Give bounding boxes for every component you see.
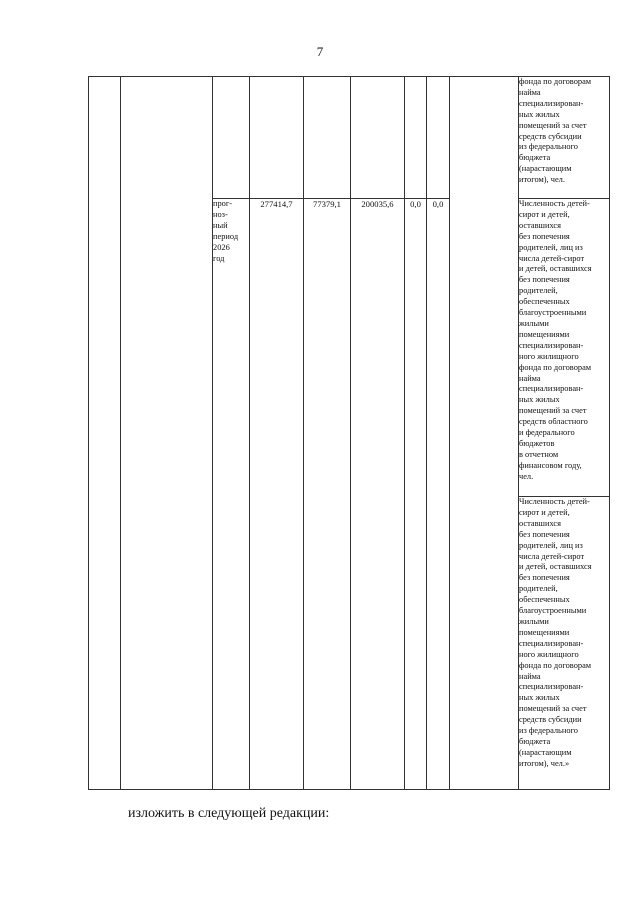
- total-value: 277414,7: [250, 199, 304, 790]
- local-value: 0,0: [405, 199, 427, 790]
- forecast-period-cell: прог- ноз- ный период 2026 год: [213, 199, 250, 790]
- regional-cell-top: [351, 77, 405, 199]
- indicator-cumulative: Численность детей- сирот и детей, оставшихся без попечения родителей, лиц из числа детей-сирот и детей, оставшихся без попечения родителей, обеспеченных благоустроенными жилыми помещениями специализирован- ного жилищного фонда по договорам найма специализирован- ных жилых помещений за счет средств субсидии из федерального бюджета (нарастающим итогом), чел.»: [519, 497, 610, 790]
- regional-value: 200035,6: [351, 199, 405, 790]
- other-value: 0,0: [427, 199, 450, 790]
- closing-text: изложить в следующей редакции:: [128, 806, 330, 821]
- federal-value: 77379,1: [304, 199, 351, 790]
- budget-table: [88, 76, 610, 790]
- total-cell-top: [250, 77, 304, 199]
- indicator-continuation: фонда по договорам найма специализирован- ных жилых помещений за счет средств субсидии из федерального бюджета (нарастающим итогом), чел.: [519, 77, 610, 199]
- federal-cell-top: [304, 77, 351, 199]
- local-cell-top: [405, 77, 427, 199]
- indicator-annual: Численность детей- сирот и детей, оставшихся без попечения родителей, лиц из числа детей-сирот и детей, оставшихся без попечения родителей, обеспеченных благоустроенными жилыми помещениями специализирован- ного жилищного фонда по договорам найма специализирован- ных жилых помещений за счет средств областного и федерального бюджетов в отчетном финансовом году, чел.: [519, 199, 610, 497]
- page-number: 7: [316, 44, 324, 59]
- other-cell-top: [427, 77, 450, 199]
- period-cell-top: [213, 77, 250, 199]
- col-number-cell: [89, 77, 121, 790]
- col-name-cell: [121, 77, 213, 790]
- executor-cell: [450, 77, 519, 790]
